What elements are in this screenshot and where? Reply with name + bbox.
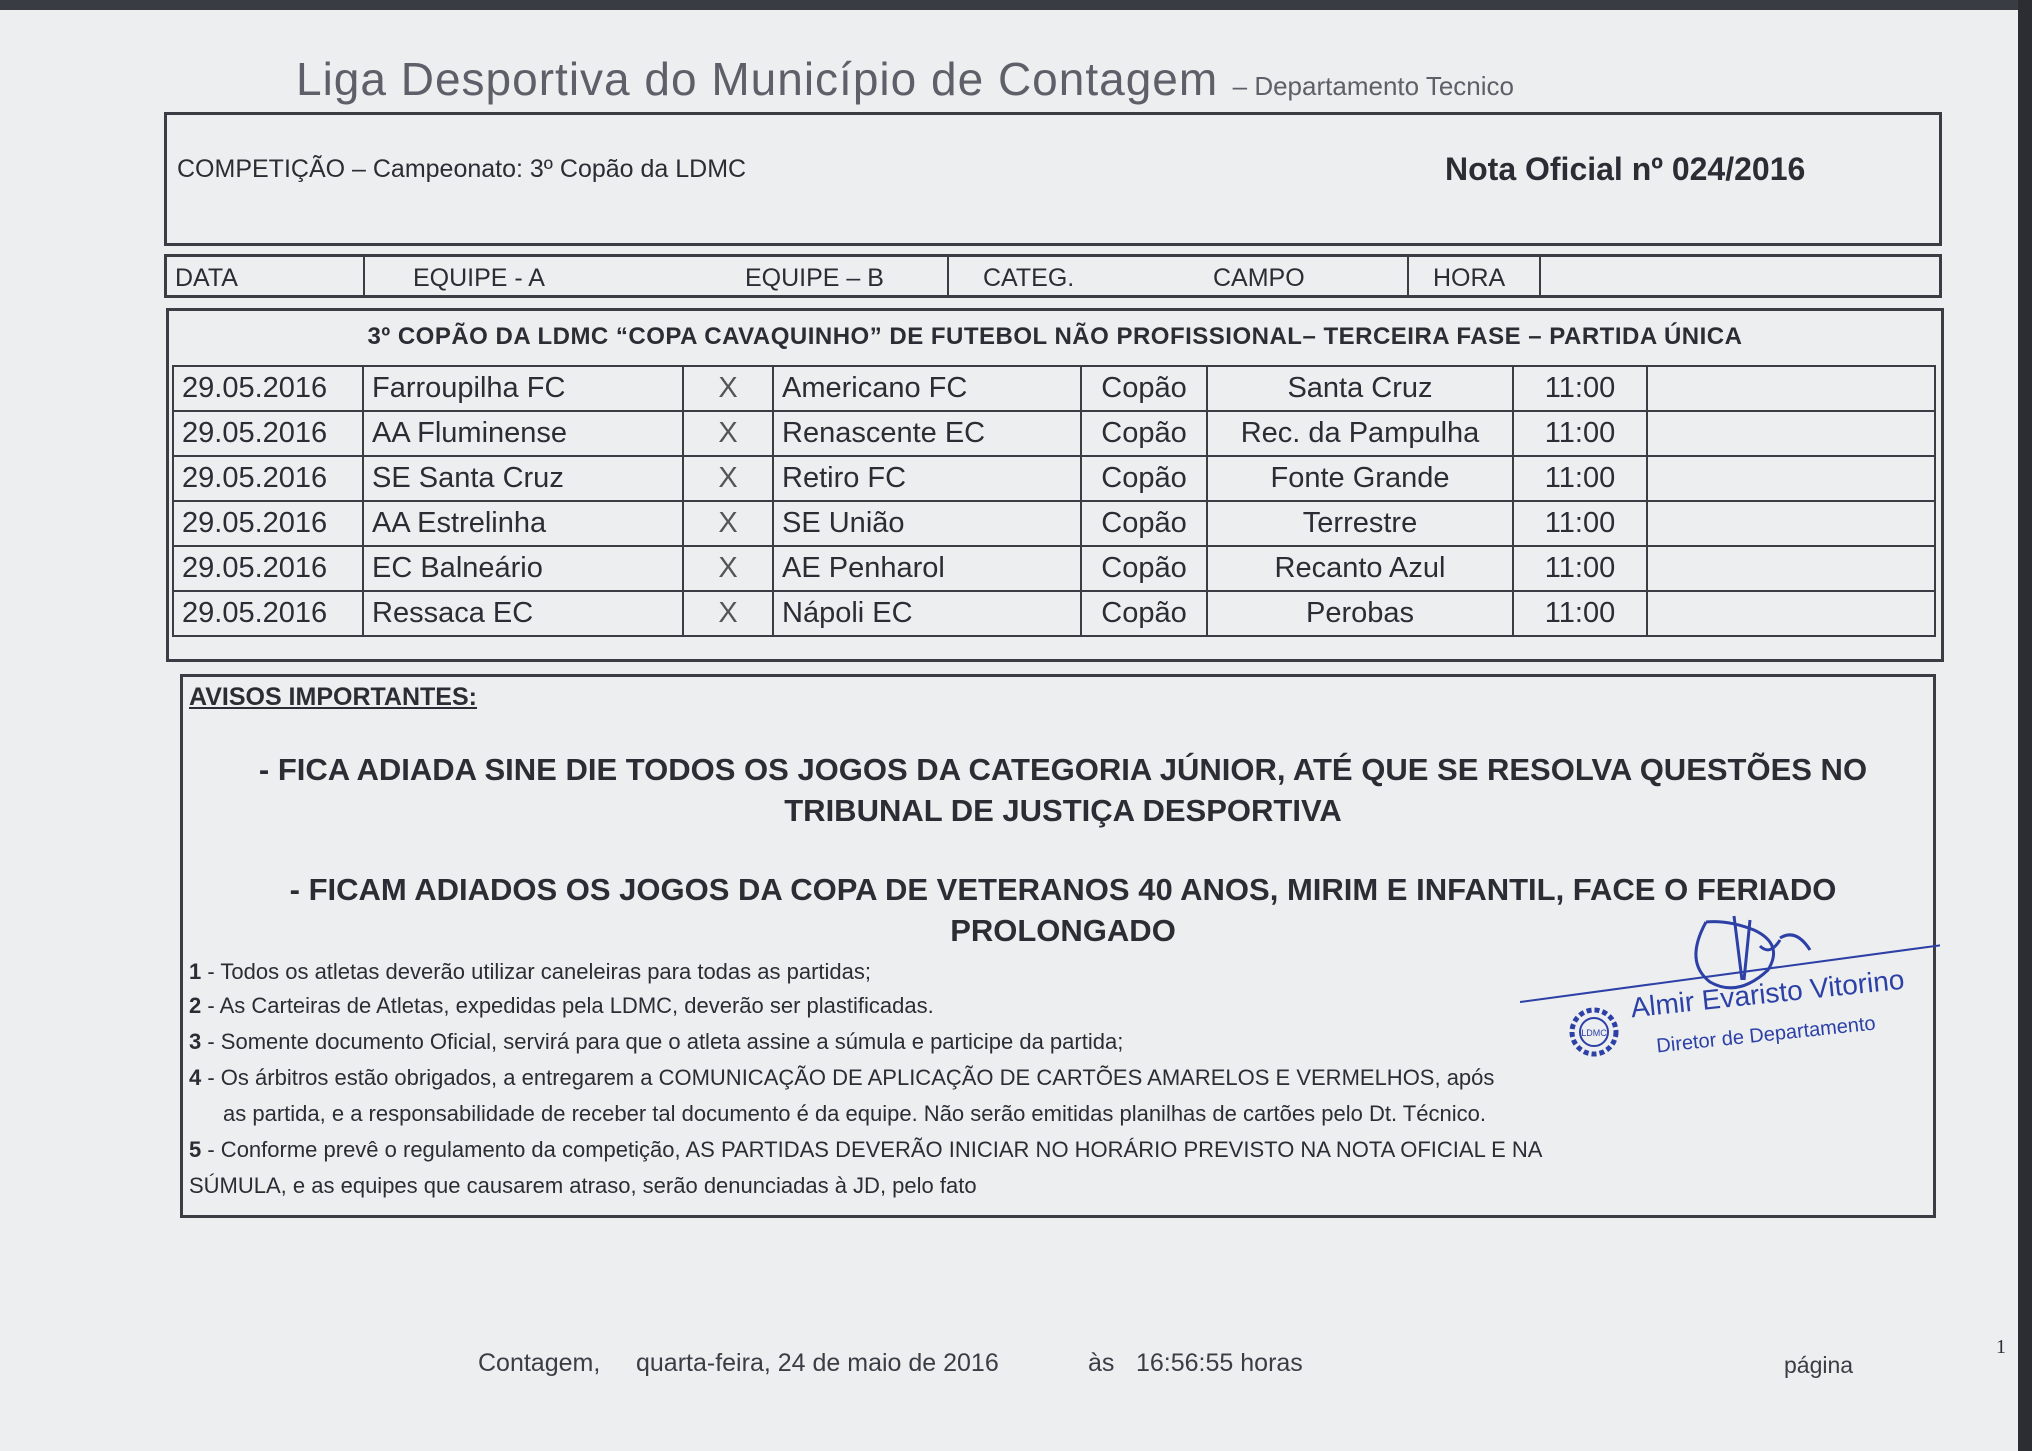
rule-item	[189, 993, 934, 1019]
match-row	[173, 591, 1935, 636]
versus-mark: X	[683, 591, 773, 636]
org-department: – Departamento Tecnico	[1232, 71, 1514, 101]
versus-mark: X	[683, 456, 773, 501]
match-category: Copão	[1081, 366, 1207, 411]
notice-veterans-postponed: - FICAM ADIADOS OS JOGOS DA COPA DE VETERANOS 40 ANOS, MIRIM E INFANTIL, FACE O FERIADO PROLONGADO	[289, 872, 1837, 948]
match-category: Copão	[1081, 546, 1207, 591]
footer-place: Contagem,	[478, 1349, 601, 1377]
match-date: 29.05.2016	[173, 366, 363, 411]
rule-item	[189, 1137, 1542, 1163]
empty-cell	[1647, 411, 1935, 456]
scan-edge-top	[0, 0, 2032, 10]
notice-junior-postponed: - FICA ADIADA SINE DIE TODOS OS JOGOS DA CATEGORIA JÚNIOR, ATÉ QUE SE RESOLVA QUESTÕES NO TRIBUNAL DE JUSTIÇA DESPORTIVA	[258, 752, 1868, 828]
rule-text: SÚMULA, e as equipes que causarem atraso, serão denunciadas à JD, pelo fato	[189, 1173, 977, 1198]
competition-label: COMPETIÇÃO – Campeonato: 3º Copão da LDMC	[177, 155, 747, 183]
rule-number: 1	[189, 959, 202, 984]
match-category: Copão	[1081, 501, 1207, 546]
empty-cell	[1647, 591, 1935, 636]
match-row	[173, 456, 1935, 501]
empty-cell	[1647, 366, 1935, 411]
rule-text: - Todos os atletas deverão utilizar caneleiras para todas as partidas;	[201, 959, 871, 984]
match-date: 29.05.2016	[173, 411, 363, 456]
official-note	[1445, 151, 1805, 188]
team-b: AE Penharol	[773, 546, 1081, 591]
team-b: Americano FC	[773, 366, 1081, 411]
director-signature	[1510, 906, 1940, 1086]
team-b: SE União	[773, 501, 1081, 546]
team-a: AA Estrelinha	[363, 501, 683, 546]
footer-page-number: 1	[1996, 1336, 2006, 1358]
versus-mark: X	[683, 366, 773, 411]
match-time: 11:00	[1513, 366, 1647, 411]
match-row	[173, 366, 1935, 411]
rule-item	[189, 1065, 1494, 1091]
versus-mark: X	[683, 501, 773, 546]
match-row	[173, 546, 1935, 591]
team-a: Ressaca EC	[363, 591, 683, 636]
signature-role: Diretor de Departamento	[1655, 1012, 1877, 1058]
footer-at: às	[1088, 1349, 1115, 1377]
match-date: 29.05.2016	[173, 501, 363, 546]
fixture-box	[166, 308, 1944, 662]
column-header-field: CAMPO	[1213, 264, 1305, 292]
rule-number: 4	[189, 1065, 202, 1090]
rule-number: 2	[189, 993, 202, 1018]
match-field: Recanto Azul	[1207, 546, 1513, 591]
matches-table	[172, 365, 1936, 637]
match-field: Rec. da Pampulha	[1207, 411, 1513, 456]
rule-text: - As Carteiras de Atletas, expedidas pela LDMC, deverão ser plastificadas.	[201, 993, 934, 1018]
footer-time: 16:56:55 horas	[1136, 1349, 1303, 1377]
rule-item	[189, 959, 871, 985]
versus-mark: X	[683, 546, 773, 591]
column-divider	[947, 257, 949, 297]
match-time: 11:00	[1513, 411, 1647, 456]
stamp-text: LDMC	[1581, 1028, 1607, 1038]
match-field: Fonte Grande	[1207, 456, 1513, 501]
official-note-number: 024/2016	[1671, 151, 1806, 187]
match-date: 29.05.2016	[173, 546, 363, 591]
match-row	[173, 501, 1935, 546]
ldmc-stamp-icon	[1572, 1010, 1616, 1054]
rule-text: - Somente documento Oficial, servirá para que o atleta assine a súmula e participe da partida;	[201, 1029, 1124, 1054]
footer-page-label: página	[1784, 1352, 1854, 1378]
rule-text: - Os árbitros estão obrigados, a entregarem a COMUNICAÇÃO DE APLICAÇÃO DE CARTÕES AMARELOS E VERMELHOS, após	[201, 1065, 1495, 1090]
match-time: 11:00	[1513, 501, 1647, 546]
rule-text: - Conforme prevê o regulamento da competição, AS PARTIDAS DEVERÃO INICIAR NO HORÁRIO PREVISTO NA NOTA OFICIAL E NA	[201, 1137, 1543, 1162]
column-divider	[1539, 257, 1541, 297]
match-field: Terrestre	[1207, 501, 1513, 546]
match-field: Santa Cruz	[1207, 366, 1513, 411]
scan-edge-right	[2018, 0, 2032, 1451]
team-a: Farroupilha FC	[363, 366, 683, 411]
team-a: SE Santa Cruz	[363, 456, 683, 501]
match-time: 11:00	[1513, 591, 1647, 636]
team-b: Renascente EC	[773, 411, 1081, 456]
column-header-team-a: EQUIPE - A	[413, 264, 545, 292]
match-time: 11:00	[1513, 456, 1647, 501]
match-date: 29.05.2016	[173, 456, 363, 501]
team-b: Retiro FC	[773, 456, 1081, 501]
document-heading	[296, 52, 1514, 106]
versus-mark: X	[683, 411, 773, 456]
rule-text: as partida, e a responsabilidade de receber tal documento é da equipe. Não serão emitidas planilhas de cartões pelo Dt. Técnico.	[223, 1101, 1486, 1126]
match-category: Copão	[1081, 411, 1207, 456]
empty-cell	[1647, 546, 1935, 591]
org-name: Liga Desportiva do Município de Contagem	[296, 53, 1219, 105]
column-header-category: CATEG.	[983, 264, 1075, 292]
column-header-team-b: EQUIPE – B	[745, 264, 884, 292]
empty-cell	[1647, 456, 1935, 501]
match-category: Copão	[1081, 456, 1207, 501]
column-header-row	[164, 254, 1942, 298]
rule-item-continuation	[223, 1101, 1486, 1127]
rule-number: 5	[189, 1137, 202, 1162]
match-row	[173, 411, 1935, 456]
signature-name: Almir Evaristo Vitorino	[1629, 963, 1906, 1024]
column-header-time: HORA	[1433, 264, 1506, 292]
empty-cell	[1647, 501, 1935, 546]
rule-item-continuation	[189, 1173, 977, 1199]
team-a: AA Fluminense	[363, 411, 683, 456]
team-a: EC Balneário	[363, 546, 683, 591]
notices-title: AVISOS IMPORTANTES:	[189, 683, 477, 711]
rule-number: 3	[189, 1029, 202, 1054]
match-category: Copão	[1081, 591, 1207, 636]
fixture-title: 3º COPÃO DA LDMC “COPA CAVAQUINHO” DE FUTEBOL NÃO PROFISSIONAL– TERCEIRA FASE – PARTIDA ÚNICA	[367, 323, 1743, 350]
match-date: 29.05.2016	[173, 591, 363, 636]
match-time: 11:00	[1513, 546, 1647, 591]
match-field: Perobas	[1207, 591, 1513, 636]
column-divider	[1407, 257, 1409, 297]
column-divider	[363, 257, 365, 297]
competition-box	[164, 112, 1942, 246]
column-header-date: DATA	[175, 264, 238, 292]
footer-date: quarta-feira, 24 de maio de 2016	[636, 1349, 999, 1377]
team-b: Nápoli EC	[773, 591, 1081, 636]
official-note-prefix: Nota Oficial nº	[1445, 151, 1663, 187]
rule-item	[189, 1029, 1123, 1055]
